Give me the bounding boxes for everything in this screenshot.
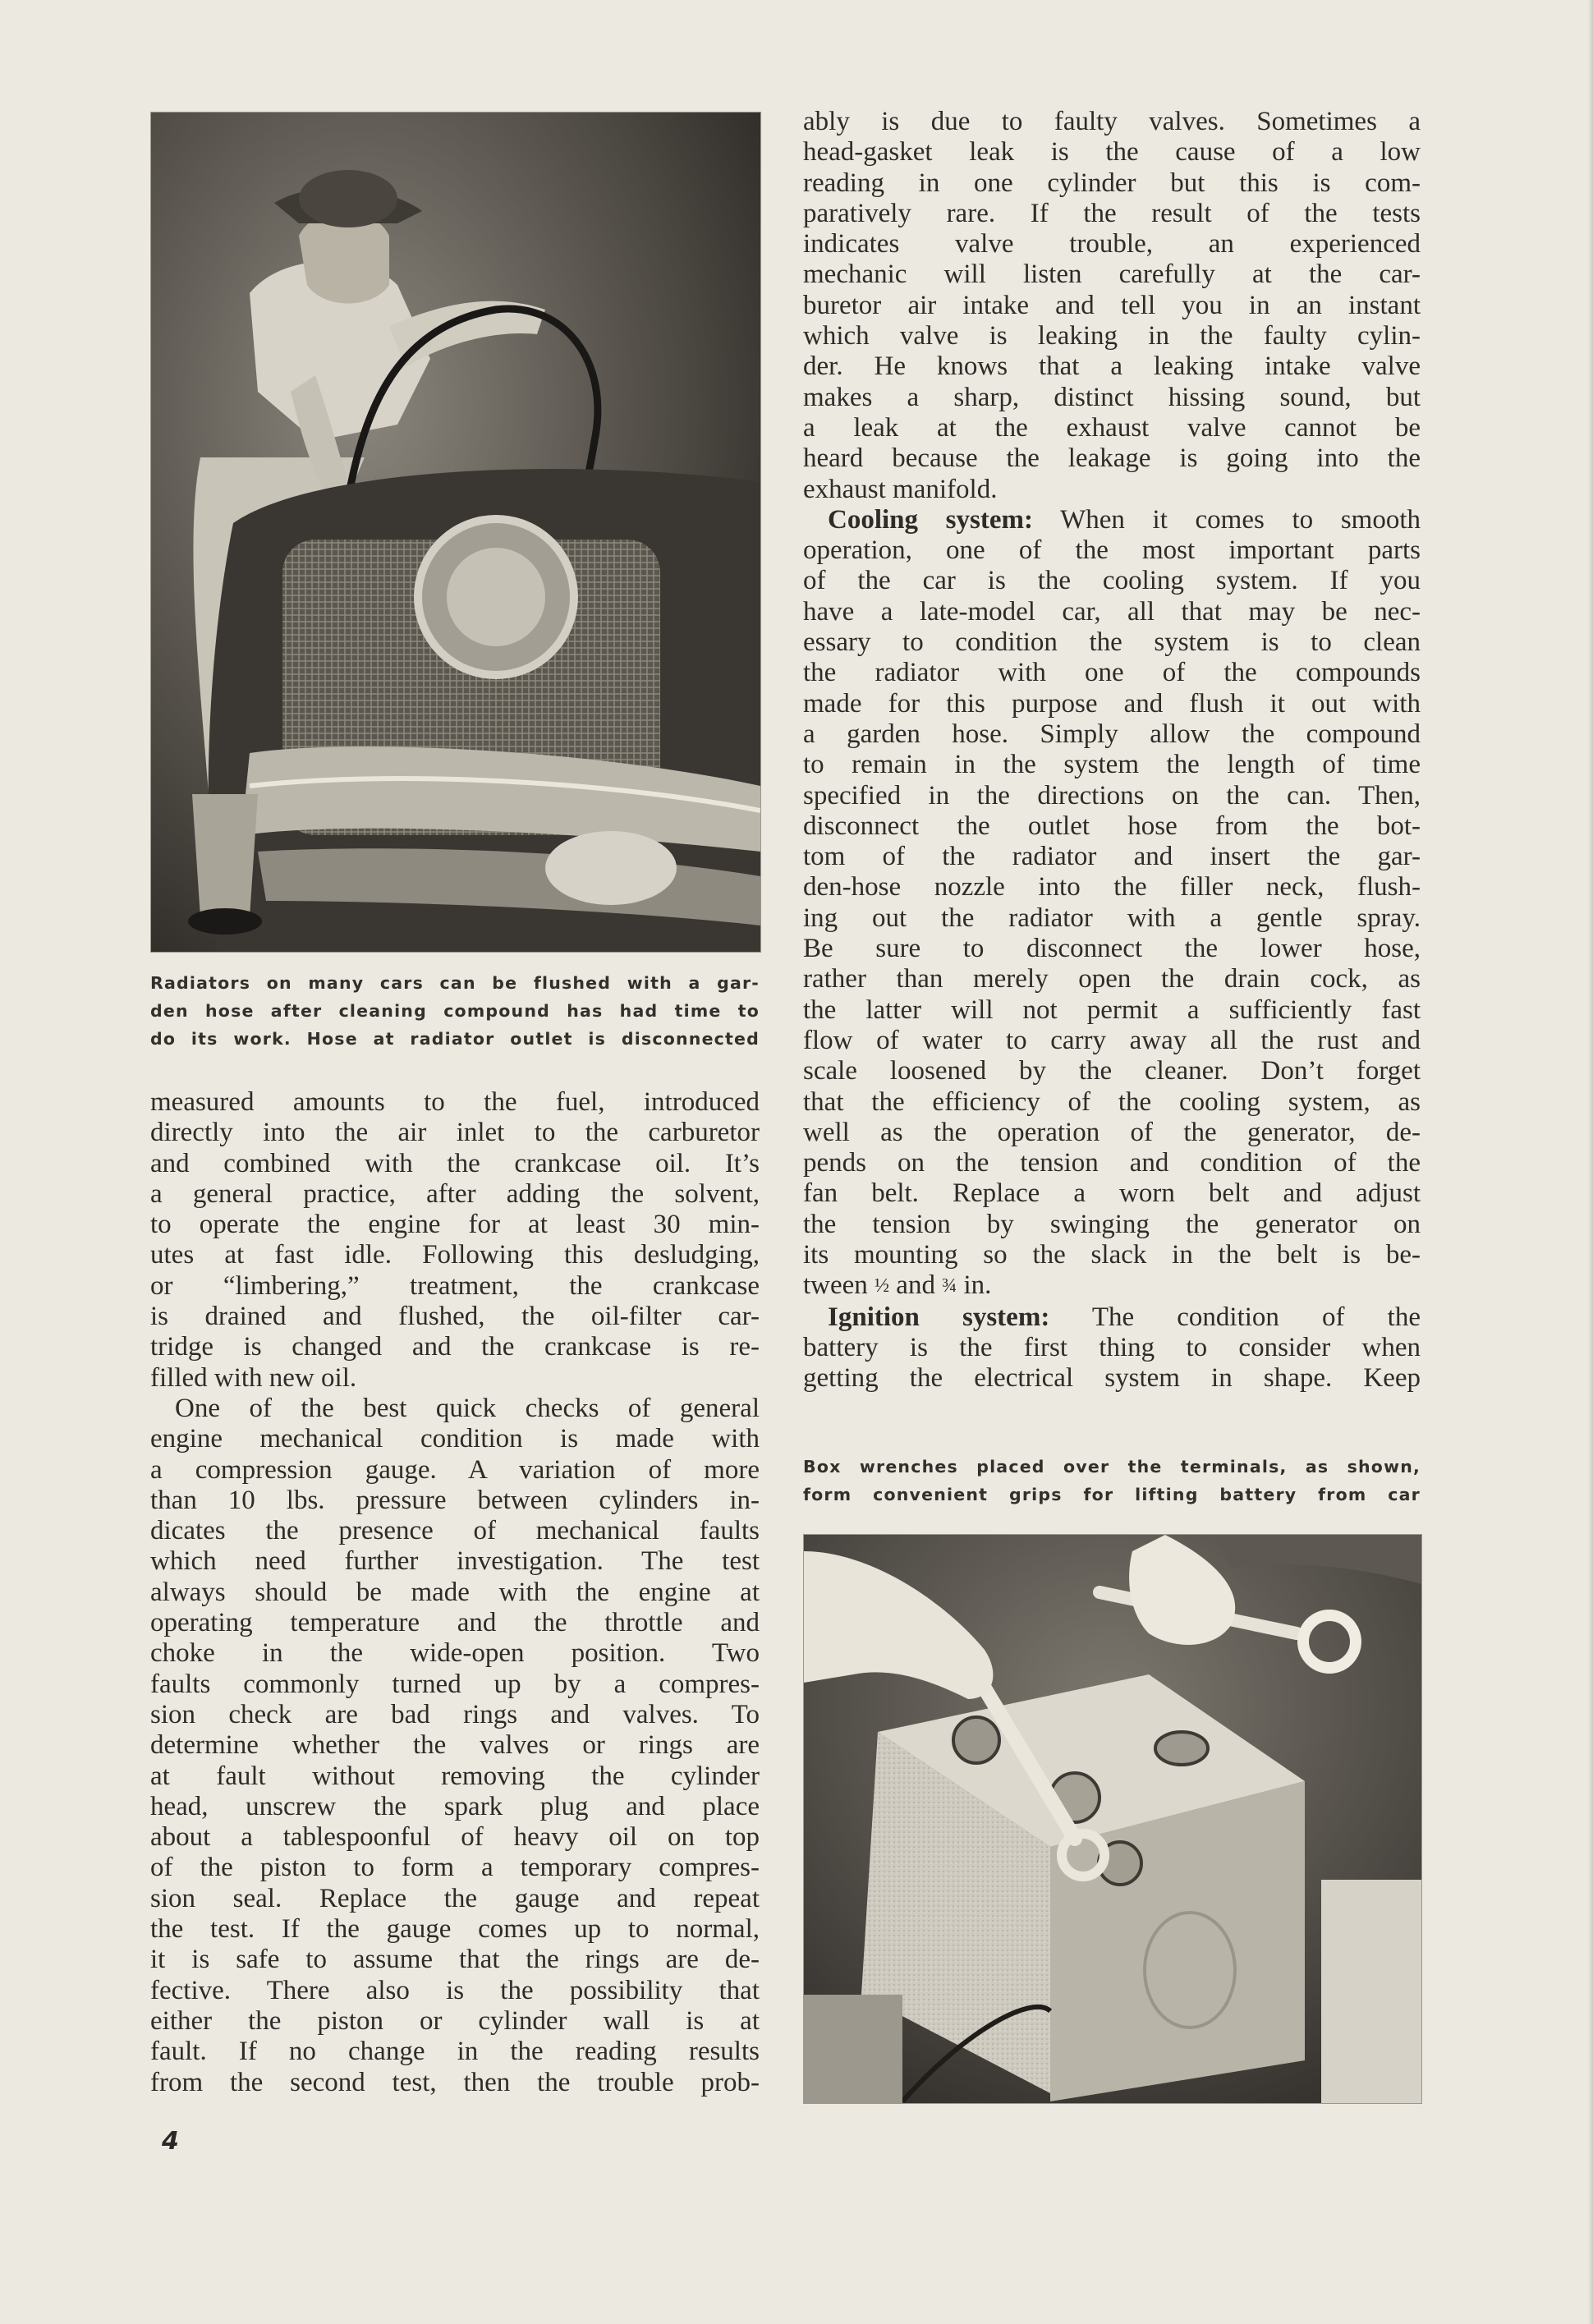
- ignition-system-heading: Ignition system:: [828, 1302, 1050, 1332]
- text-line: than 10 lbs. pressure between cylinders in-: [150, 1485, 760, 1515]
- text-line: of the piston to form a temporary compres-: [150, 1853, 760, 1883]
- text-line: the test. If the gauge comes up to normal,: [150, 1914, 760, 1945]
- caption-line: Box wrenches placed over the terminals, as shown,: [803, 1457, 1421, 1477]
- text-line: operation, one of the most important parts: [803, 535, 1421, 566]
- text-line: fective. There also is the possibility that: [150, 1975, 760, 2005]
- text-line: [803, 1302, 1421, 1333]
- text-line: measured amounts to the fuel, introduced: [150, 1087, 760, 1117]
- text-line: specified in the directions on the can. Then,: [803, 780, 1421, 811]
- text-line: [803, 1270, 1421, 1302]
- text-line: [803, 505, 1421, 535]
- text-line: battery is the first thing to consider when: [803, 1332, 1421, 1362]
- text-line: head-gasket leak is the cause of a low: [803, 137, 1421, 168]
- text-line: which need further investigation. The test: [150, 1546, 760, 1577]
- text-line: a garden hose. Simply allow the compound: [803, 719, 1421, 749]
- caption-line: form convenient grips for lifting battery from car: [803, 1485, 1421, 1504]
- text-line: the radiator with one of the compounds: [803, 658, 1421, 688]
- text-line: scale loosened by the cleaner. Don’t forget: [803, 1056, 1421, 1086]
- paragraph-cooling-system: [803, 505, 1421, 1302]
- text-line: buretor air intake and tell you in an instant: [803, 290, 1421, 320]
- text-line: operating temperature and the throttle and: [150, 1608, 760, 1638]
- battery-wrench-illustration: [804, 1535, 1421, 2103]
- fraction-half: ½: [875, 1275, 890, 1297]
- text-line: of the car is the cooling system. If you: [803, 566, 1421, 596]
- text-line: a leak at the exhaust valve cannot be: [803, 412, 1421, 443]
- left-text-column: [150, 1087, 760, 2098]
- text-line: filled with new oil.: [150, 1362, 357, 1393]
- text-line: the tension by swinging the generator on: [803, 1209, 1421, 1239]
- text-line: about a tablespoonful of heavy oil on top: [150, 1822, 760, 1853]
- text-line: fan belt. Replace a worn belt and adjust: [803, 1178, 1421, 1209]
- text-line: pends on the tension and condition of the: [803, 1148, 1421, 1178]
- text-line: der. He knows that a leaking intake valve: [803, 351, 1421, 382]
- text-line: either the piston or cylinder wall is at: [150, 2005, 760, 2036]
- fraction-three-quarters: ¾: [942, 1275, 957, 1297]
- text-line: at fault without removing the cylinder: [150, 1761, 760, 1791]
- text-line: sion seal. Replace the gauge and repeat: [150, 1883, 760, 1913]
- radiator-photo-caption: [150, 969, 760, 1053]
- right-text-column: [803, 107, 1421, 1394]
- radiator-flush-photo: [150, 112, 761, 953]
- text-line: One of the best quick checks of general: [175, 1393, 760, 1423]
- text-line: its mounting so the slack in the belt is be-: [803, 1239, 1421, 1270]
- paragraph-compression-check: [150, 1394, 760, 2098]
- caption-line: Radiators on many cars can be flushed with a gar-: [150, 973, 760, 993]
- battery-photo-caption: [803, 1453, 1421, 1509]
- text-line: reading in one cylinder but this is com-: [803, 168, 1421, 198]
- paragraph-ignition-system: [803, 1302, 1421, 1394]
- paragraph-desludging: [150, 1087, 760, 1394]
- text-line: flow of water to carry away all the rust and: [803, 1025, 1421, 1055]
- text-line: it is safe to assume that the rings are de-: [150, 1945, 760, 1975]
- text-line: Be sure to disconnect the lower hose,: [803, 934, 1421, 964]
- page-edge-shadow: [1588, 0, 1593, 2324]
- text-line: rather than merely open the drain cock, as: [803, 964, 1421, 994]
- text-line: essary to condition the system is to clean: [803, 627, 1421, 658]
- caption-line: den hose after cleaning compound has had time to: [150, 1001, 760, 1021]
- battery-wrench-photo: [803, 1534, 1422, 2104]
- text-line: paratively rare. If the result of the tests: [803, 198, 1421, 228]
- text-line: makes a sharp, distinct hissing sound, but: [803, 382, 1421, 412]
- text-line: is drained and flushed, the oil-filter car-: [150, 1302, 760, 1332]
- text-line: tom of the radiator and insert the gar-: [803, 842, 1421, 872]
- text-line: head, unscrew the spark plug and place: [150, 1791, 760, 1821]
- paragraph-valve-trouble: [803, 107, 1421, 505]
- text-line: well as the operation of the generator, de-: [803, 1117, 1421, 1147]
- text-line: which valve is leaking in the faulty cylin-: [803, 321, 1421, 351]
- text-line: a general practice, after adding the solvent,: [150, 1178, 760, 1209]
- text-line: faults commonly turned up by a compres-: [150, 1669, 760, 1699]
- text-line: utes at fast idle. Following this desludging,: [150, 1240, 760, 1270]
- cooling-system-heading: Cooling system:: [828, 504, 1033, 535]
- text-line: choke in the wide-open position. Two: [150, 1638, 760, 1669]
- text-line: mechanic will listen carefully at the car-: [803, 259, 1421, 290]
- text-fragment: tween: [803, 1270, 875, 1301]
- text-line: dicates the presence of mechanical faults: [150, 1516, 760, 1546]
- text-line: disconnect the outlet hose from the bot-: [803, 811, 1421, 841]
- text-line: ing out the radiator with a gentle spray.: [803, 903, 1421, 933]
- text-line: exhaust manifold.: [803, 474, 998, 504]
- text-line: or “limbering,” treatment, the crankcase: [150, 1270, 760, 1301]
- text-line: from the second test, then the trouble prob-: [150, 2067, 760, 2097]
- text-line: a compression gauge. A variation of more: [150, 1454, 760, 1485]
- text-line: determine whether the valves or rings are: [150, 1730, 760, 1761]
- text-line: to remain in the system the length of time: [803, 750, 1421, 780]
- caption-line: do its work. Hose at radiator outlet is disconnected: [150, 1029, 760, 1049]
- text-line: heard because the leakage is going into the: [803, 443, 1421, 474]
- text-line: that the efficiency of the cooling system, as: [803, 1086, 1421, 1117]
- text-line: made for this purpose and flush it out with: [803, 688, 1421, 719]
- text-line: sion check are bad rings and valves. To: [150, 1699, 760, 1729]
- text-line: to operate the engine for at least 30 min-: [150, 1210, 760, 1240]
- radiator-flush-illustration: [151, 113, 760, 952]
- text-line: tridge is changed and the crankcase is re-: [150, 1332, 760, 1362]
- text-fragment: The condition of the: [1049, 1302, 1421, 1332]
- text-line: and combined with the crankcase oil. It’s: [150, 1148, 760, 1178]
- text-line: fault. If no change in the reading results: [150, 2037, 760, 2067]
- text-fragment: When it comes to smooth: [1033, 504, 1421, 535]
- text-line: the latter will not permit a sufficiently fast: [803, 994, 1421, 1025]
- text-line: always should be made with the engine at: [150, 1577, 760, 1607]
- text-fragment: and: [889, 1270, 943, 1301]
- page-number: 4: [162, 2127, 179, 2156]
- text-line: ably is due to faulty valves. Sometimes a: [803, 107, 1421, 136]
- text-line: getting the electrical system in shape. Keep: [803, 1363, 1421, 1394]
- text-line: engine mechanical condition is made with: [150, 1424, 760, 1454]
- text-fragment: in.: [957, 1270, 992, 1301]
- text-line: den-hose nozzle into the filler neck, flush-: [803, 872, 1421, 903]
- text-line: indicates valve trouble, an experienced: [803, 229, 1421, 259]
- text-line: directly into the air inlet to the carburetor: [150, 1118, 760, 1148]
- text-line: have a late-model car, all that may be nec-: [803, 596, 1421, 627]
